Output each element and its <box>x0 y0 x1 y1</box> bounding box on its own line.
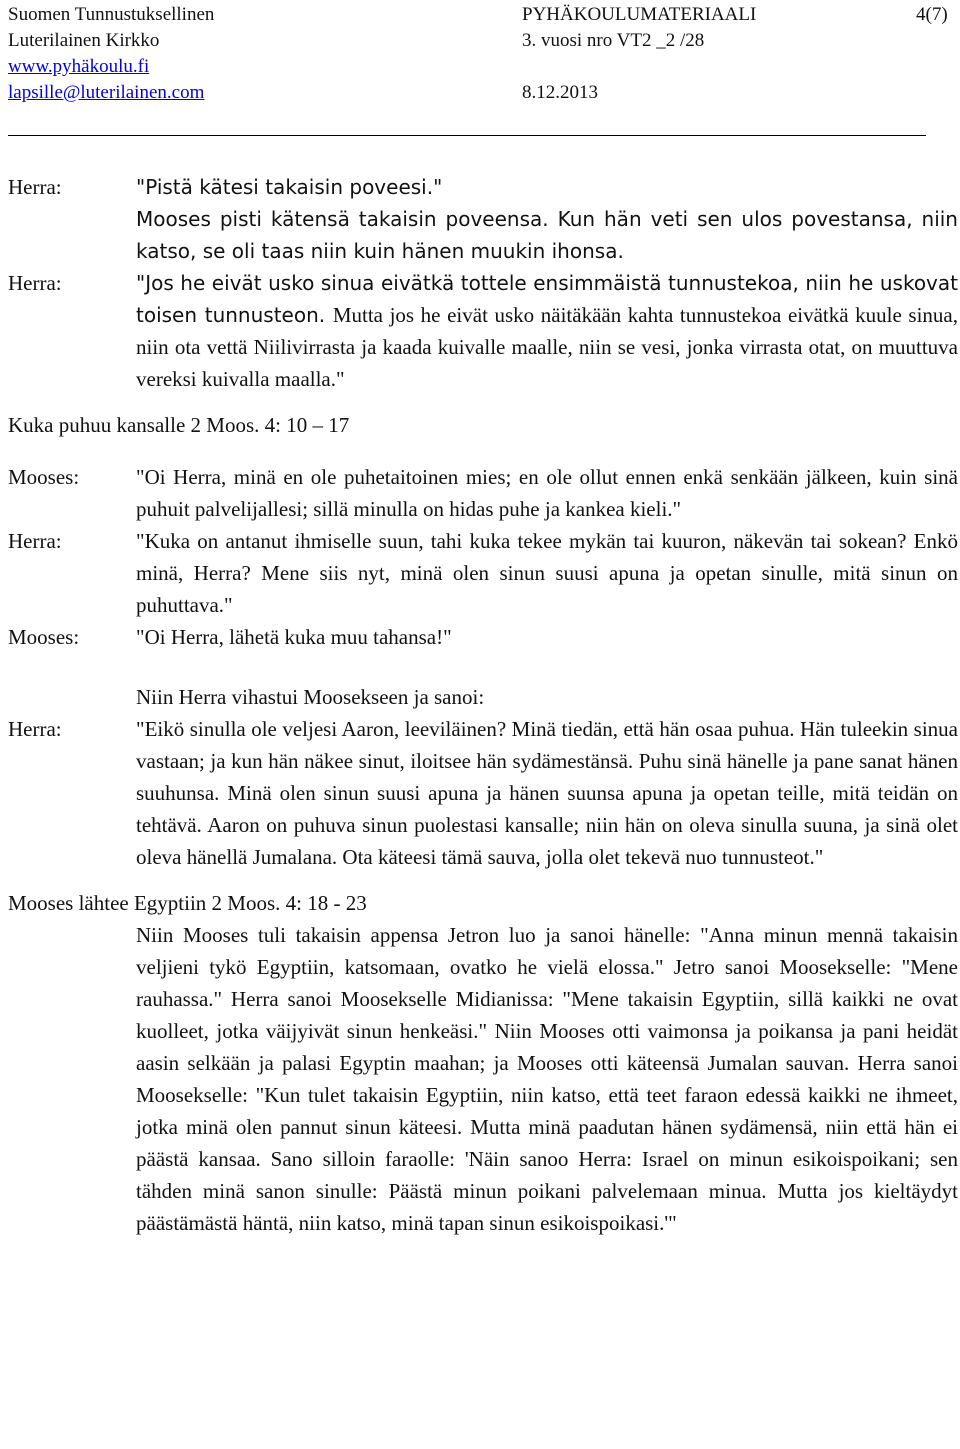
spacer <box>8 873 958 887</box>
dialogue-line <box>8 267 958 395</box>
spacer <box>8 441 958 461</box>
narration-line <box>8 681 958 713</box>
section-heading: Mooses lähtee Egyptiin 2 Moos. 4: 18 - 23 <box>8 891 367 915</box>
page-number: 4(7) <box>916 4 948 25</box>
speaker-label: Mooses: <box>8 465 80 489</box>
dialogue-text <box>136 267 958 395</box>
dialogue-text-part: Mutta jos he eivät usko näitäkään kahta tunnustekoa eivätkä kuule sinua, niin ota vettä Niilivirrasta ja kaada kuivalle maalle, niin se vesi, jonka virrasta otat, on muuttuva vereksi kuivalla maalla." <box>136 303 959 391</box>
speaker-label: Herra: <box>8 529 62 553</box>
narration-line <box>8 919 958 1239</box>
dialogue-text: "Oi Herra, minä en ole puhetaitoinen mies; en ole ollut ennen enkä senkään jälkeen, kuin sinä puhuit palvelijallesi; sillä minulla on hidas puhe ja kankea kieli." <box>136 465 958 521</box>
speaker-label: Herra: <box>8 717 62 741</box>
website-link[interactable]: www.pyhäkoulu.fi <box>8 56 150 77</box>
dialogue-text: "Pistä kätesi takaisin poveesi." <box>136 175 443 199</box>
dialogue-text-part: "Jos he eivät usko sinua eivätkä tottele ensimmäistä tunnustekoa, niin he uskovat toisen tunnusteon. <box>136 271 958 327</box>
speaker-label: Mooses: <box>8 625 80 649</box>
narration-text: Mooses pisti kätensä takaisin poveensa. Kun hän veti sen ulos povestansa, niin katso, se oli taas niin kuin hänen muukin ihonsa. <box>136 207 958 263</box>
narration-text: Niin Herra vihastui Moosekseen ja sanoi: <box>136 685 485 709</box>
org-name-line1: Suomen Tunnustuksellinen <box>8 4 215 25</box>
dialogue-line <box>8 461 958 525</box>
dialogue-line <box>8 621 958 653</box>
lesson-info: 3. vuosi nro VT2 _2 /28 <box>522 30 705 51</box>
dialogue-line <box>8 713 958 873</box>
spacer <box>8 395 958 409</box>
dialogue-text: "Oi Herra, lähetä kuka muu tahansa!" <box>136 625 452 649</box>
narration-paragraph: Niin Mooses tuli takaisin appensa Jetron luo ja sanoi hänelle: "Anna minun mennä takaisin veljieni tykö Egyptiin, katsomaan, ovatko he vielä elossa." Jetro sanoi Moosekselle: "Mene rauhassa." Herra sanoi Moosekselle Midianissa: "Mene takaisin Egyptiin, sillä kaikki ne ovat kuolleet, jotka väijyivät sinun henkeäsi." Niin Mooses otti vaimonsa ja poikansa ja pani heidät aasin selkään ja palasi Egyptin maahan; ja Mooses otti käteensä Jumalan sauvan. Herra sanoi Moosekselle: "Kun tulet takaisin Egyptiin, niin katso, että teet faraon edessä kaikki ne ihmeet, jotka minä olen pannut sinun käteesi. Mutta minä paadutan hänen sydämensä, niin että hän ei päästä kansaa. Sano silloin faraolle: 'Näin sanoo Herra: Israel on minun esikoispoikani; sen tähden minä sanon sinulle: Päästä minun poikani palvelemaan minua. Mutta jos kieltäydyt päästämästä häntä, niin katso, minä tapan sinun esikoispoikasi.'" <box>136 923 958 1235</box>
header-divider <box>8 135 926 136</box>
dialogue-line <box>8 525 958 621</box>
header-date: 8.12.2013 <box>522 82 598 103</box>
document-body <box>8 171 958 1239</box>
speaker-label: Herra: <box>8 175 62 199</box>
dialogue-text: "Eikö sinulla ole veljesi Aaron, leeviläinen? Minä tiedän, että hän osaa puhua. Hän tuleekin sinua vastaan; ja kun hän näkee sinut, iloitsee hän sydämestänsä. Puhu sinä hänelle ja pane sanat hänen suuhunsa. Minä olen sinun suusi apuna ja hänen suunsa apuna ja opetan teille, mitä teidän on tehtävä. Aaron on puhuva sinun puolestasi kansalle; niin hän on oleva sinulla suuna, ja sinä olet oleva hänellä Jumalana. Ota käteesi tämä sauva, jolla olet tekevä nuo tunnusteot." <box>136 717 958 869</box>
email-link[interactable]: lapsille@luterilainen.com <box>8 82 205 103</box>
speaker-label: Herra: <box>8 271 62 295</box>
spacer <box>8 653 958 681</box>
dialogue-line <box>8 171 958 203</box>
narration-line <box>8 203 958 267</box>
section-heading: Kuka puhuu kansalle 2 Moos. 4: 10 – 17 <box>8 413 350 437</box>
org-name-line2: Luterilainen Kirkko <box>8 30 160 51</box>
material-title: PYHÄKOULUMATERIAALI <box>522 4 757 25</box>
dialogue-text: "Kuka on antanut ihmiselle suun, tahi kuka tekee mykän tai kuuron, näkevän tai sokean? Enkö minä, Herra? Mene siis nyt, minä olen sinun suusi apuna ja opetan sinulle, mitä sinun on puhuttava." <box>136 529 958 617</box>
